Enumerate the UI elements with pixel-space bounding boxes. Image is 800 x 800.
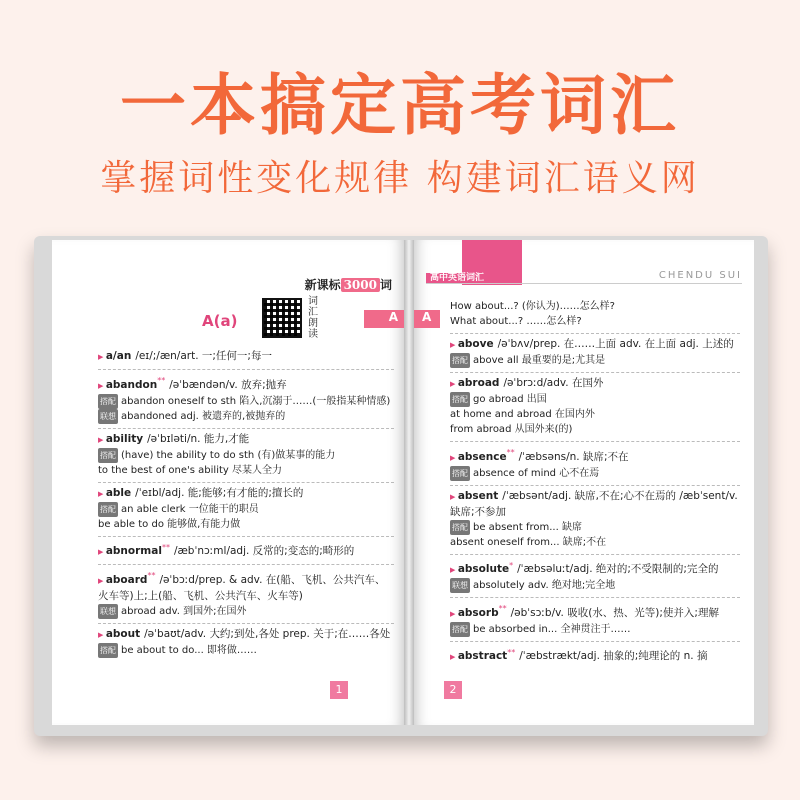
vocab-entry bbox=[450, 373, 740, 442]
vocab-entry bbox=[450, 442, 740, 486]
entry-definition: /əˈbɪləti/n. 能力,才能 bbox=[147, 432, 250, 445]
note-text: be absent from... 缺席 bbox=[473, 521, 582, 533]
entry-head bbox=[98, 540, 394, 561]
entry-note bbox=[450, 622, 740, 637]
entry-note bbox=[98, 604, 394, 619]
frequency-stars: ** bbox=[506, 448, 515, 457]
entry-head bbox=[98, 486, 394, 502]
entry-note bbox=[450, 392, 740, 407]
right-page-header bbox=[426, 270, 742, 284]
letter-tab: A bbox=[364, 310, 404, 328]
note-tag: 搭配 bbox=[450, 520, 470, 535]
entry-note bbox=[450, 578, 740, 593]
entry-word: ▶ aboard bbox=[98, 574, 147, 586]
note-text: absolutely adv. 绝对地;完全地 bbox=[473, 580, 616, 591]
entry-list bbox=[98, 346, 394, 662]
entry-note bbox=[450, 299, 740, 314]
note-text: absent oneself from... 缺席;不在 bbox=[450, 536, 607, 548]
frequency-stars: * bbox=[509, 560, 514, 570]
entry-head bbox=[450, 558, 740, 579]
entry-definition: /ˈeɪbl/adj. 能;能够;有才能的;擅长的 bbox=[135, 486, 304, 499]
entry-note bbox=[450, 422, 740, 437]
vocab-entry bbox=[98, 370, 394, 429]
note-tag: 搭配 bbox=[450, 353, 470, 368]
vocab-entry bbox=[450, 598, 740, 642]
header-pinyin: CHENDU SUI bbox=[658, 270, 742, 281]
entry-definition: /ˈæbsəns/n. 缺席;不在 bbox=[518, 450, 629, 463]
entry-head bbox=[450, 645, 740, 666]
vocab-entry bbox=[98, 429, 394, 483]
entry-word: ▶ absent bbox=[450, 490, 498, 502]
entry-note bbox=[450, 466, 740, 481]
book-gutter bbox=[404, 240, 414, 725]
note-text: be absorbed in... 全神贯注于…… bbox=[473, 623, 631, 635]
entry-note bbox=[450, 535, 740, 550]
entry-word: ▶ ability bbox=[98, 433, 143, 445]
vocab-entry bbox=[98, 565, 394, 624]
page-number: 2 bbox=[444, 681, 462, 699]
left-page-header bbox=[305, 276, 392, 293]
note-tag: 搭配 bbox=[98, 502, 118, 517]
vocab-entry bbox=[450, 486, 740, 555]
header-tag: 高中英语词汇 bbox=[426, 273, 488, 283]
note-text: What about...? ……怎么样? bbox=[450, 316, 582, 327]
entry-word: ▶ abroad bbox=[450, 377, 499, 389]
entry-word: ▶ a/an bbox=[98, 350, 131, 362]
note-text: an able clerk 一位能干的职员 bbox=[121, 503, 259, 515]
entry-note bbox=[98, 394, 394, 409]
subline: 掌握词性变化规律 构建词汇语义网 bbox=[100, 158, 700, 199]
entry-definition: /ˈæbsənt/adj. 缺席,不在;心不在焉的 /æbˈsent/v. 缺席;不参加 bbox=[450, 489, 738, 518]
entry-definition: /ˈæbstrækt/adj. 抽象的;纯理论的 n. 摘 bbox=[519, 650, 708, 662]
right-page bbox=[414, 240, 754, 725]
note-tag: 搭配 bbox=[450, 622, 470, 637]
note-tag: 搭配 bbox=[98, 448, 118, 463]
note-text: abandon oneself to sth 陷入,沉溺于……(一般指某种情感) bbox=[121, 395, 391, 407]
note-text: at home and abroad 在国内外 bbox=[450, 409, 595, 420]
note-text: go abroad 出国 bbox=[473, 394, 547, 405]
note-tag: 联想 bbox=[98, 409, 118, 424]
entry-note bbox=[450, 353, 740, 368]
entry-word: ▶ abnormal bbox=[98, 545, 162, 557]
frequency-stars: ** bbox=[161, 542, 170, 552]
vocab-entry bbox=[450, 296, 740, 334]
entry-head bbox=[450, 601, 740, 622]
entry-definition: /əˈbændən/v. 放弃;抛弃 bbox=[169, 378, 287, 391]
entry-definition: /ˈæbsəluːt/adj. 绝对的;不受限制的;完全的 bbox=[517, 563, 719, 575]
frequency-stars: ** bbox=[157, 376, 166, 385]
entry-definition: /əˈbaʊt/adv. 大约;到处,各处 prep. 关于;在……各处 bbox=[144, 627, 391, 640]
frequency-stars: ** bbox=[147, 571, 156, 580]
note-tag: 联想 bbox=[450, 578, 470, 593]
letter-tab: A bbox=[414, 310, 440, 328]
entry-definition: /əˈbʌv/prep. 在……上面 adv. 在上面 adj. 上述的 bbox=[497, 338, 734, 350]
headline: 一本搞定高考词汇 bbox=[120, 67, 680, 144]
vocab-entry bbox=[450, 555, 740, 599]
note-text: abandoned adj. 被遗弃的,被抛弃的 bbox=[121, 410, 286, 422]
note-text: abroad adv. 到国外;在国外 bbox=[121, 605, 247, 617]
entry-head bbox=[450, 489, 740, 520]
entry-word: ▶ able bbox=[98, 487, 131, 499]
page-number: 1 bbox=[330, 681, 348, 699]
entry-head bbox=[98, 349, 394, 365]
section-title: A(a) bbox=[202, 312, 238, 330]
note-tag: 搭配 bbox=[450, 392, 470, 407]
entry-note bbox=[98, 502, 394, 517]
qr-code-icon bbox=[262, 298, 302, 338]
vocab-entry bbox=[98, 483, 394, 537]
header-suffix: 词 bbox=[379, 278, 392, 292]
entry-definition: /əˈbrɔːd/adv. 在国外 bbox=[503, 377, 604, 389]
note-tag: 搭配 bbox=[98, 643, 118, 658]
note-text: How about...? (你认为)……怎么样? bbox=[450, 301, 615, 312]
entry-list bbox=[450, 296, 740, 669]
note-text: be able to do 能够做,有能力做 bbox=[98, 518, 241, 530]
entry-word: ▶ absolute bbox=[450, 563, 509, 575]
entry-note bbox=[450, 407, 740, 422]
entry-word: ▶ above bbox=[450, 338, 494, 350]
left-page bbox=[52, 240, 404, 725]
entry-head bbox=[98, 568, 394, 604]
note-text: (have) the ability to do sth (有)做某事的能力 bbox=[121, 449, 336, 461]
entry-note bbox=[98, 409, 394, 424]
vocab-entry bbox=[98, 537, 394, 566]
qr-label: 词汇朗读 bbox=[308, 296, 318, 340]
entry-note bbox=[450, 314, 740, 329]
entry-definition: /eɪ/;/æn/art. 一;任何一;每一 bbox=[135, 350, 272, 362]
entry-head bbox=[98, 432, 394, 448]
vocab-entry bbox=[450, 642, 740, 670]
entry-head bbox=[98, 627, 394, 643]
entry-definition: /æbˈnɔːml/adj. 反常的;变态的;畸形的 bbox=[173, 545, 355, 557]
entry-head bbox=[450, 337, 740, 353]
note-text: absence of mind 心不在焉 bbox=[473, 467, 600, 479]
entry-word: ▶ about bbox=[98, 628, 140, 640]
entry-word: ▶ absence bbox=[450, 451, 507, 463]
entry-note bbox=[98, 463, 394, 478]
entry-word: ▶ absorb bbox=[450, 607, 499, 619]
header-prefix: 新课标 bbox=[304, 278, 341, 292]
note-text: be about to do... 即将做…… bbox=[121, 644, 257, 656]
entry-head bbox=[450, 376, 740, 392]
entry-note bbox=[450, 520, 740, 535]
entry-definition: /əbˈsɔːb/v. 吸收(水、热、光等);使并入;理解 bbox=[510, 606, 719, 619]
entry-note bbox=[98, 448, 394, 463]
header-highlight: 3000 bbox=[341, 278, 380, 292]
note-tag: 搭配 bbox=[450, 466, 470, 481]
frequency-stars: ** bbox=[507, 647, 516, 657]
entry-word: ▶ abandon bbox=[98, 379, 157, 391]
note-tag: 联想 bbox=[98, 604, 118, 619]
entry-head bbox=[98, 373, 394, 394]
entry-head bbox=[450, 445, 740, 466]
note-text: above all 最重要的是;尤其是 bbox=[473, 355, 606, 366]
entry-note bbox=[98, 517, 394, 532]
vocab-entry bbox=[98, 346, 394, 370]
frequency-stars: ** bbox=[498, 604, 507, 613]
vocab-entry bbox=[98, 624, 394, 662]
entry-word: ▶ abstract bbox=[450, 650, 507, 662]
entry-definition: /əˈbɔːd/prep. & adv. 在(船、飞机、公共汽车、火车等)上;上(船、飞机、公共汽车、火车等) bbox=[98, 573, 386, 602]
note-text: to the best of one's ability 尽某人全力 bbox=[98, 464, 283, 476]
vocab-entry bbox=[450, 334, 740, 373]
note-text: from abroad 从国外来(的) bbox=[450, 424, 573, 435]
entry-note bbox=[98, 643, 394, 658]
note-tag: 搭配 bbox=[98, 394, 118, 409]
